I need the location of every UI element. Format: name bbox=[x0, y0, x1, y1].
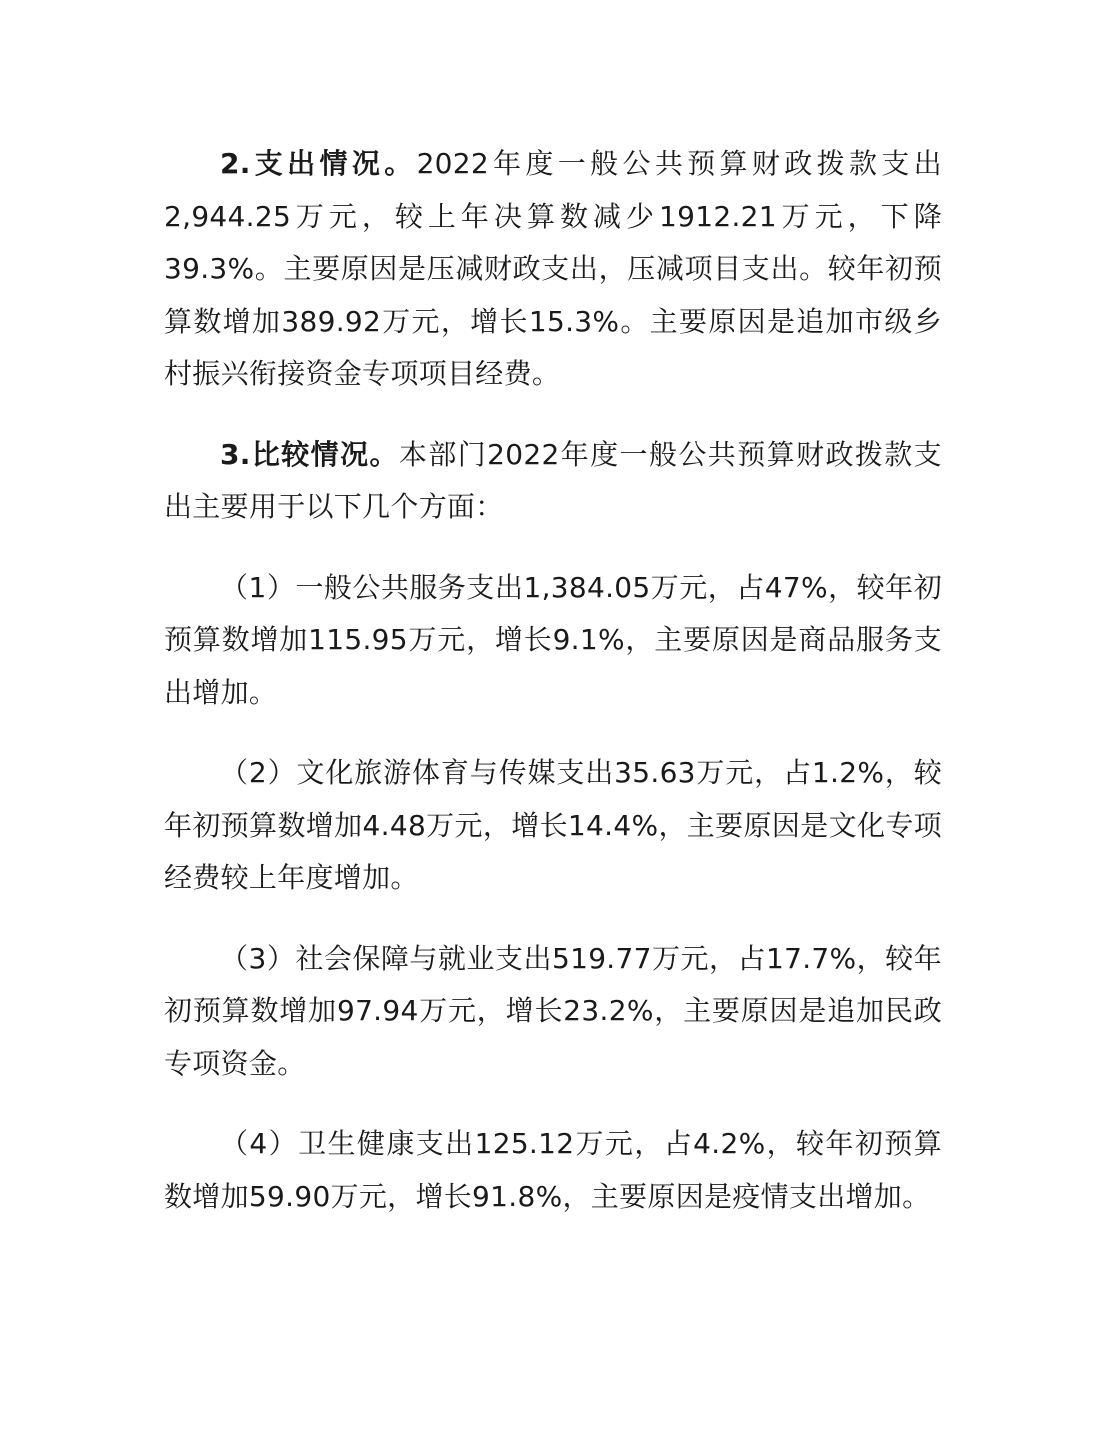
paragraph-text: 2022年度一般公共预算财政拨款支出2,944.25万元，较上年决算数减少1912.21万元，下降39.3%。主要原因是压减财政支出，压减项目支出。较年初预算数增加389.92万元，增长15.3%。主要原因是追加市级乡村振兴衔接资金专项项目经费。 bbox=[164, 147, 942, 390]
document-page bbox=[164, 138, 942, 1223]
paragraph-comparison bbox=[164, 429, 942, 534]
paragraph-item-2: （2）文化旅游体育与传媒支出35.63万元，占1.2%，较年初预算数增加4.48万元，增长14.4%，主要原因是文化专项经费较上年度增加。 bbox=[164, 756, 942, 894]
paragraph-expenditure bbox=[164, 138, 942, 401]
paragraph-item-3: （3）社会保障与就业支出519.77万元，占17.7%，较年初预算数增加97.94万元，增长23.2%，主要原因是追加民政专项资金。 bbox=[164, 941, 942, 1080]
paragraph-text: 本部门2022年度一般公共预算财政拨款支出主要用于以下几个方面： bbox=[164, 437, 942, 523]
section-heading-expenditure: 2.支出情况。 bbox=[220, 147, 417, 180]
paragraph-item-4: （4）卫生健康支出125.12万元，占4.2%，较年初预算数增加59.90万元，增长91.8%，主要原因是疫情支出增加。 bbox=[164, 1127, 942, 1213]
section-heading-comparison: 3.比较情况。 bbox=[220, 437, 399, 471]
paragraph-item-1: （1）一般公共服务支出1,384.05万元，占47%，较年初预算数增加115.95万元，增长9.1%，主要原因是商品服务支出增加。 bbox=[164, 570, 942, 709]
